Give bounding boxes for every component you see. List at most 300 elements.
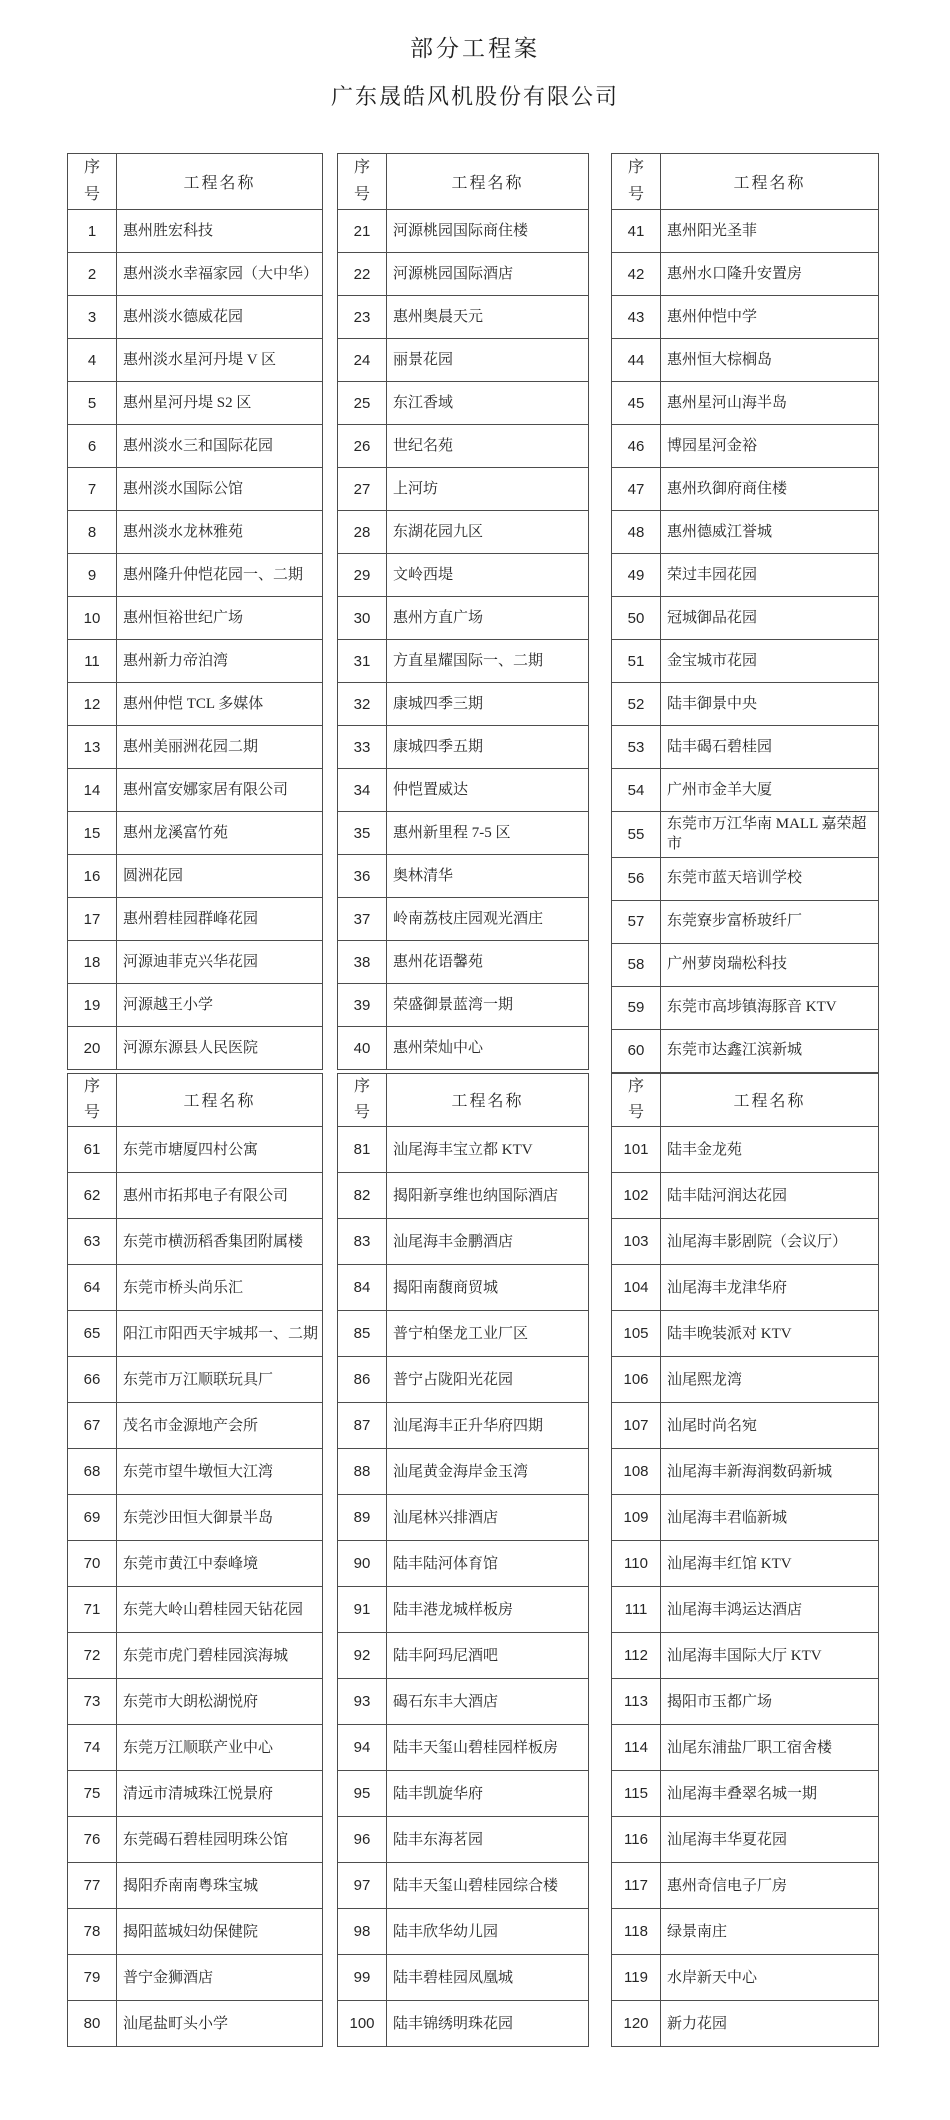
table-row (68, 554, 323, 597)
table-row (612, 1311, 879, 1357)
table-row (68, 898, 323, 941)
project-name: 东莞市蓝天培训学校 (661, 857, 879, 900)
row-number: 84 (338, 1265, 387, 1311)
project-name: 河源东源县人民医院 (117, 1027, 323, 1070)
table-row (612, 1265, 879, 1311)
table-row (338, 1219, 589, 1265)
table-row (68, 640, 323, 683)
table-row (68, 683, 323, 726)
table-row (338, 1127, 589, 1173)
row-number: 3 (68, 296, 117, 339)
table-row (612, 210, 879, 253)
table-row (338, 1955, 589, 2001)
row-number: 10 (68, 597, 117, 640)
row-number: 109 (612, 1495, 661, 1541)
project-name: 汕尾海丰红馆 KTV (661, 1541, 879, 1587)
project-name: 陆丰港龙城样板房 (387, 1587, 589, 1633)
project-name: 陆丰碣石碧桂园 (661, 726, 879, 769)
project-name: 河源桃园国际商住楼 (387, 210, 589, 253)
row-number: 97 (338, 1863, 387, 1909)
row-number: 41 (612, 210, 661, 253)
table-row (68, 812, 323, 855)
project-table-21-40 (337, 153, 589, 1070)
table-row (68, 296, 323, 339)
project-name: 陆丰金龙苑 (661, 1127, 879, 1173)
project-name: 惠州市拓邦电子有限公司 (117, 1173, 323, 1219)
project-name: 汕尾林兴排酒店 (387, 1495, 589, 1541)
project-name: 汕尾海丰龙津华府 (661, 1265, 879, 1311)
row-number: 54 (612, 769, 661, 812)
project-name: 陆丰陆河体育馆 (387, 1541, 589, 1587)
project-name: 金宝城市花园 (661, 640, 879, 683)
project-name: 惠州水口隆升安置房 (661, 253, 879, 296)
row-number: 66 (68, 1357, 117, 1403)
row-number: 110 (612, 1541, 661, 1587)
table-row (612, 468, 879, 511)
row-number: 11 (68, 640, 117, 683)
table-row (68, 1633, 323, 1679)
header-row (68, 1073, 323, 1127)
project-name: 荣盛御景蓝湾一期 (387, 984, 589, 1027)
table-row (68, 1863, 323, 1909)
row-number: 26 (338, 425, 387, 468)
table-row (612, 296, 879, 339)
row-number: 43 (612, 296, 661, 339)
project-name: 东莞市达鑫江滨新城 (661, 1029, 879, 1072)
row-number: 96 (338, 1817, 387, 1863)
project-table-61-80 (67, 1073, 323, 2048)
col-header-name: 工程名称 (661, 1073, 879, 1127)
header-row (338, 154, 589, 210)
project-name: 汕尾黄金海岸金玉湾 (387, 1449, 589, 1495)
project-name: 茂名市金源地产会所 (117, 1403, 323, 1449)
project-name: 惠州仲恺中学 (661, 296, 879, 339)
row-number: 105 (612, 1311, 661, 1357)
table-row (68, 210, 323, 253)
table-row (612, 1587, 879, 1633)
project-name: 惠州玖御府商住楼 (661, 468, 879, 511)
row-number: 18 (68, 941, 117, 984)
table-row (338, 1817, 589, 1863)
project-name: 汕尾海丰正升华府四期 (387, 1403, 589, 1449)
project-name: 惠州隆升仲恺花园一、二期 (117, 554, 323, 597)
table-block-bottom (67, 1073, 950, 2048)
project-name: 东莞沙田恒大御景半岛 (117, 1495, 323, 1541)
project-name: 惠州方直广场 (387, 597, 589, 640)
table-row (338, 1495, 589, 1541)
table-row (612, 1357, 879, 1403)
row-number: 27 (338, 468, 387, 511)
project-name: 岭南荔枝庄园观光酒庄 (387, 898, 589, 941)
project-name: 世纪名苑 (387, 425, 589, 468)
project-name: 东湖花园九区 (387, 511, 589, 554)
project-name: 惠州碧桂园群峰花园 (117, 898, 323, 941)
project-name: 奥林清华 (387, 855, 589, 898)
project-name: 惠州淡水幸福家园（大中华） (117, 253, 323, 296)
table-row (612, 511, 879, 554)
table-row (338, 1027, 589, 1070)
row-number: 89 (338, 1495, 387, 1541)
table-row (612, 1909, 879, 1955)
table-row (338, 1633, 589, 1679)
table-row (338, 1541, 589, 1587)
table-row (68, 1679, 323, 1725)
row-number: 118 (612, 1909, 661, 1955)
project-name: 广州市金羊大厦 (661, 769, 879, 812)
table-row (612, 1679, 879, 1725)
row-number: 17 (68, 898, 117, 941)
project-name: 陆丰凯旋华府 (387, 1771, 589, 1817)
project-table-101-120 (611, 1073, 879, 2048)
table-row (68, 1127, 323, 1173)
row-number: 115 (612, 1771, 661, 1817)
project-name: 东江香域 (387, 382, 589, 425)
row-number: 56 (612, 857, 661, 900)
table-row (612, 1127, 879, 1173)
project-name: 方直星耀国际一、二期 (387, 640, 589, 683)
row-number: 114 (612, 1725, 661, 1771)
table-row (338, 1679, 589, 1725)
project-name: 惠州花语馨苑 (387, 941, 589, 984)
project-table-81-100 (337, 1073, 589, 2048)
project-name: 东莞寮步富桥玻纤厂 (661, 900, 879, 943)
table-row (612, 1771, 879, 1817)
project-name: 汕尾时尚名宛 (661, 1403, 879, 1449)
project-name: 荣过丰园花园 (661, 554, 879, 597)
table-row (338, 425, 589, 468)
table-row (612, 857, 879, 900)
project-name: 文岭西堤 (387, 554, 589, 597)
project-name: 陆丰陆河润达花园 (661, 1173, 879, 1219)
project-name: 东莞大岭山碧桂园天钻花园 (117, 1587, 323, 1633)
table-row (68, 1541, 323, 1587)
table-row (612, 339, 879, 382)
project-name: 惠州淡水星河丹堤 V 区 (117, 339, 323, 382)
row-number: 36 (338, 855, 387, 898)
header-row (338, 1073, 589, 1127)
project-name: 惠州美丽洲花园二期 (117, 726, 323, 769)
project-name: 河源桃园国际酒店 (387, 253, 589, 296)
project-name: 惠州龙溪富竹苑 (117, 812, 323, 855)
project-name: 康城四季五期 (387, 726, 589, 769)
row-number: 57 (612, 900, 661, 943)
row-number: 52 (612, 683, 661, 726)
row-number: 35 (338, 812, 387, 855)
col-header-name: 工程名称 (661, 154, 879, 210)
row-number: 58 (612, 943, 661, 986)
project-name: 东莞万江顺联产业中心 (117, 1725, 323, 1771)
project-name: 东莞市万江顺联玩具厂 (117, 1357, 323, 1403)
project-name: 惠州恒大棕榈岛 (661, 339, 879, 382)
tables-container (67, 153, 950, 2047)
project-name: 惠州奥晨天元 (387, 296, 589, 339)
row-number: 33 (338, 726, 387, 769)
row-number: 81 (338, 1127, 387, 1173)
row-number: 91 (338, 1587, 387, 1633)
table-row (338, 855, 589, 898)
row-number: 103 (612, 1219, 661, 1265)
table-row (612, 1403, 879, 1449)
table-row (612, 2001, 879, 2047)
row-number: 2 (68, 253, 117, 296)
table-row (612, 640, 879, 683)
project-name: 东莞碣石碧桂园明珠公馆 (117, 1817, 323, 1863)
row-number: 12 (68, 683, 117, 726)
row-number: 8 (68, 511, 117, 554)
table-row (338, 1403, 589, 1449)
row-number: 14 (68, 769, 117, 812)
row-number: 42 (612, 253, 661, 296)
project-name: 碣石东丰大酒店 (387, 1679, 589, 1725)
table-row (68, 1027, 323, 1070)
project-name: 普宁金狮酒店 (117, 1955, 323, 2001)
table-row (338, 1173, 589, 1219)
row-number: 93 (338, 1679, 387, 1725)
row-number: 79 (68, 1955, 117, 2001)
row-number: 98 (338, 1909, 387, 1955)
project-name: 水岸新天中心 (661, 1955, 879, 2001)
row-number: 53 (612, 726, 661, 769)
project-name: 惠州奇信电子厂房 (661, 1863, 879, 1909)
row-number: 101 (612, 1127, 661, 1173)
row-number: 102 (612, 1173, 661, 1219)
table-row (338, 1771, 589, 1817)
table-row (68, 726, 323, 769)
table-row (338, 984, 589, 1027)
row-number: 107 (612, 1403, 661, 1449)
project-name: 汕尾海丰新海润数码新城 (661, 1449, 879, 1495)
project-name: 博园星河金裕 (661, 425, 879, 468)
row-number: 62 (68, 1173, 117, 1219)
project-name: 东莞市高埗镇海豚音 KTV (661, 986, 879, 1029)
table-row (338, 511, 589, 554)
project-name: 惠州富安娜家居有限公司 (117, 769, 323, 812)
row-number: 113 (612, 1679, 661, 1725)
project-name: 惠州新力帝泊湾 (117, 640, 323, 683)
row-number: 71 (68, 1587, 117, 1633)
project-name: 揭阳蓝城妇幼保健院 (117, 1909, 323, 1955)
project-name: 惠州淡水国际公馆 (117, 468, 323, 511)
project-name: 东莞市虎门碧桂园滨海城 (117, 1633, 323, 1679)
row-number: 7 (68, 468, 117, 511)
table-row (68, 1311, 323, 1357)
col-header-no: 序号 (612, 154, 661, 210)
project-name: 汕尾海丰国际大厅 KTV (661, 1633, 879, 1679)
row-number: 40 (338, 1027, 387, 1070)
row-number: 50 (612, 597, 661, 640)
project-name: 汕尾海丰影剧院（会议厅） (661, 1219, 879, 1265)
row-number: 46 (612, 425, 661, 468)
table-row (612, 425, 879, 468)
project-name: 东莞市大朗松湖悦府 (117, 1679, 323, 1725)
table-row (338, 468, 589, 511)
project-name: 清远市清城珠江悦景府 (117, 1771, 323, 1817)
table-row (68, 941, 323, 984)
project-name: 河源迪菲克兴华花园 (117, 941, 323, 984)
row-number: 86 (338, 1357, 387, 1403)
project-name: 上河坊 (387, 468, 589, 511)
row-number: 45 (612, 382, 661, 425)
table-row (612, 597, 879, 640)
row-number: 31 (338, 640, 387, 683)
table-row (612, 812, 879, 858)
table-row (68, 1725, 323, 1771)
row-number: 72 (68, 1633, 117, 1679)
table-row (612, 1863, 879, 1909)
row-number: 65 (68, 1311, 117, 1357)
table-row (338, 640, 589, 683)
table-row (612, 1029, 879, 1072)
row-number: 32 (338, 683, 387, 726)
project-name: 惠州新里程 7-5 区 (387, 812, 589, 855)
row-number: 20 (68, 1027, 117, 1070)
row-number: 23 (338, 296, 387, 339)
project-name: 康城四季三期 (387, 683, 589, 726)
project-name: 陆丰锦绣明珠花园 (387, 2001, 589, 2047)
table-block-top (67, 153, 950, 1073)
table-row (612, 554, 879, 597)
col-header-no: 序号 (68, 1073, 117, 1127)
project-name: 广州萝岗瑞松科技 (661, 943, 879, 986)
row-number: 75 (68, 1771, 117, 1817)
project-name: 惠州仲恺 TCL 多媒体 (117, 683, 323, 726)
row-number: 61 (68, 1127, 117, 1173)
row-number: 60 (612, 1029, 661, 1072)
row-number: 104 (612, 1265, 661, 1311)
table-row (338, 1449, 589, 1495)
project-table-1-20 (67, 153, 323, 1070)
row-number: 16 (68, 855, 117, 898)
row-number: 1 (68, 210, 117, 253)
project-name: 冠城御品花园 (661, 597, 879, 640)
row-number: 94 (338, 1725, 387, 1771)
table-row (612, 726, 879, 769)
table-row (612, 1817, 879, 1863)
table-row (68, 382, 323, 425)
row-number: 37 (338, 898, 387, 941)
row-number: 15 (68, 812, 117, 855)
row-number: 49 (612, 554, 661, 597)
project-name: 惠州胜宏科技 (117, 210, 323, 253)
table-row (612, 382, 879, 425)
row-number: 120 (612, 2001, 661, 2047)
table-row (68, 1357, 323, 1403)
project-name: 圆洲花园 (117, 855, 323, 898)
table-row (338, 253, 589, 296)
row-number: 64 (68, 1265, 117, 1311)
col-header-no: 序号 (68, 154, 117, 210)
project-name: 惠州荣灿中心 (387, 1027, 589, 1070)
col-header-name: 工程名称 (387, 1073, 589, 1127)
table-row (338, 597, 589, 640)
table-row (338, 2001, 589, 2047)
header-row (612, 154, 879, 210)
row-number: 87 (338, 1403, 387, 1449)
row-number: 82 (338, 1173, 387, 1219)
project-name: 绿景南庄 (661, 1909, 879, 1955)
row-number: 4 (68, 339, 117, 382)
project-table-41-60 (611, 153, 879, 1073)
table-row (68, 769, 323, 812)
row-number: 19 (68, 984, 117, 1027)
project-name: 揭阳南馥商贸城 (387, 1265, 589, 1311)
table-row (338, 339, 589, 382)
project-name: 陆丰天玺山碧桂园综合楼 (387, 1863, 589, 1909)
table-row (612, 1495, 879, 1541)
project-name: 陆丰东海茗园 (387, 1817, 589, 1863)
table-row (338, 1265, 589, 1311)
project-name: 惠州星河山海半岛 (661, 382, 879, 425)
row-number: 63 (68, 1219, 117, 1265)
row-number: 88 (338, 1449, 387, 1495)
table-row (68, 1587, 323, 1633)
table-row (612, 900, 879, 943)
row-number: 116 (612, 1817, 661, 1863)
table-row (338, 726, 589, 769)
row-number: 85 (338, 1311, 387, 1357)
project-name: 陆丰天玺山碧桂园样板房 (387, 1725, 589, 1771)
project-name: 东莞市横沥稻香集团附属楼 (117, 1219, 323, 1265)
row-number: 92 (338, 1633, 387, 1679)
row-number: 51 (612, 640, 661, 683)
project-name: 汕尾海丰君临新城 (661, 1495, 879, 1541)
project-name: 惠州淡水龙林雅苑 (117, 511, 323, 554)
row-number: 28 (338, 511, 387, 554)
table-row (338, 1357, 589, 1403)
project-name: 惠州淡水三和国际花园 (117, 425, 323, 468)
project-name: 惠州德威江誉城 (661, 511, 879, 554)
row-number: 80 (68, 2001, 117, 2047)
row-number: 99 (338, 1955, 387, 2001)
project-name: 揭阳市玉都广场 (661, 1679, 879, 1725)
col-header-name: 工程名称 (117, 154, 323, 210)
table-row (68, 984, 323, 1027)
table-row (68, 1817, 323, 1863)
table-row (338, 1587, 589, 1633)
table-row (338, 812, 589, 855)
row-number: 74 (68, 1725, 117, 1771)
table-row (612, 769, 879, 812)
row-number: 111 (612, 1587, 661, 1633)
row-number: 68 (68, 1449, 117, 1495)
table-row (612, 943, 879, 986)
project-name: 普宁柏堡龙工业厂区 (387, 1311, 589, 1357)
table-row (612, 1541, 879, 1587)
table-row (338, 769, 589, 812)
table-row (68, 1909, 323, 1955)
project-name: 汕尾东浦盐厂职工宿舍楼 (661, 1725, 879, 1771)
project-name: 揭阳新享维也纳国际酒店 (387, 1173, 589, 1219)
table-row (68, 425, 323, 468)
project-name: 河源越王小学 (117, 984, 323, 1027)
table-row (612, 1955, 879, 2001)
table-row (338, 941, 589, 984)
col-header-no: 序号 (338, 1073, 387, 1127)
company-name: 广东晟皓风机股份有限公司 (330, 84, 619, 109)
table-row (68, 1449, 323, 1495)
table-row (338, 1863, 589, 1909)
row-number: 47 (612, 468, 661, 511)
col-header-name: 工程名称 (117, 1073, 323, 1127)
row-number: 70 (68, 1541, 117, 1587)
table-row (338, 296, 589, 339)
row-number: 34 (338, 769, 387, 812)
project-name: 新力花园 (661, 2001, 879, 2047)
table-row (338, 210, 589, 253)
row-number: 13 (68, 726, 117, 769)
row-number: 24 (338, 339, 387, 382)
table-row (612, 1725, 879, 1771)
